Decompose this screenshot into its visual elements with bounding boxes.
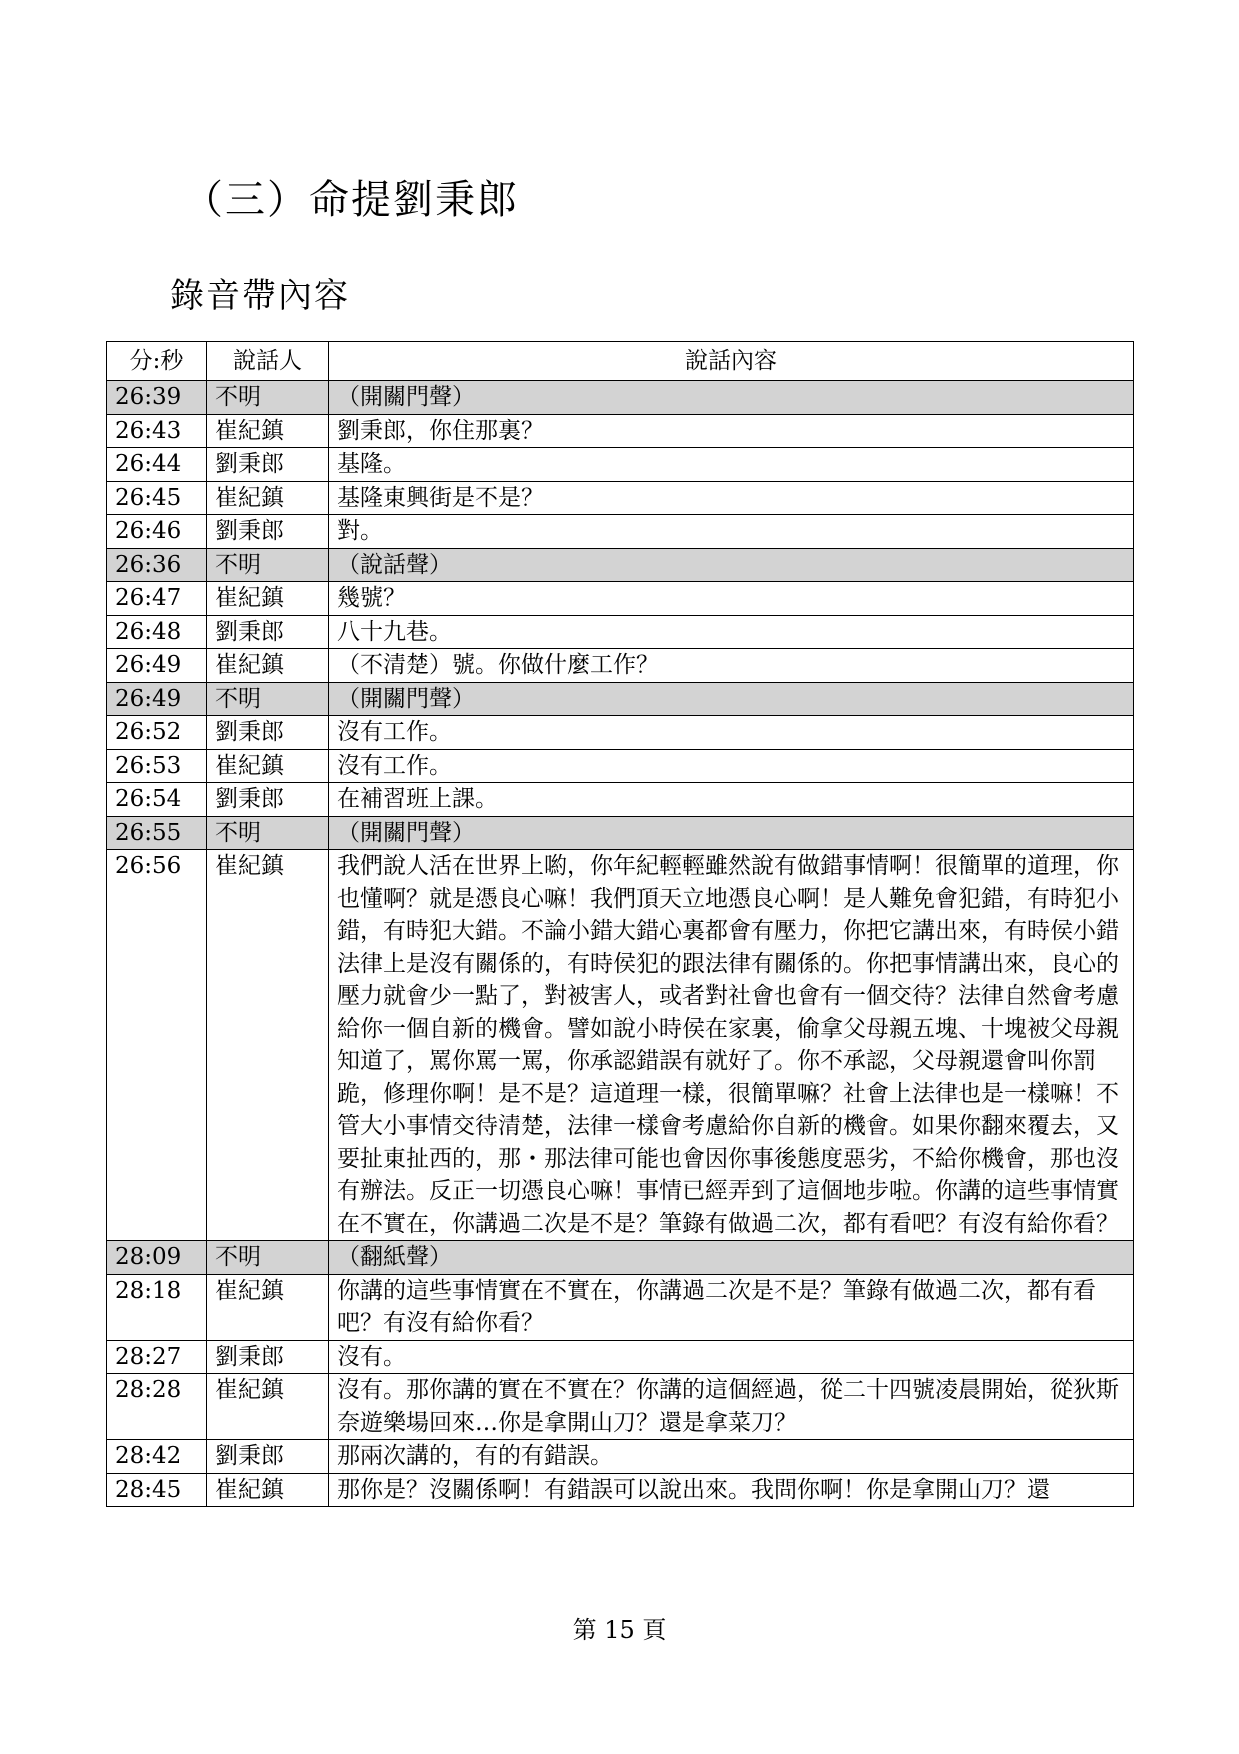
speaker-cell: 崔紀鎮 xyxy=(207,1473,329,1507)
speaker-cell: 崔紀鎮 xyxy=(207,1274,329,1340)
header-time: 分:秒 xyxy=(107,342,207,381)
content-cell: （翻紙聲） xyxy=(329,1241,1134,1275)
speaker-cell: 崔紀鎮 xyxy=(207,481,329,515)
table-row xyxy=(107,1241,1134,1275)
time-cell: 26:39 xyxy=(107,381,207,415)
speaker-cell: 劉秉郎 xyxy=(207,448,329,482)
speaker-cell: 劉秉郎 xyxy=(207,615,329,649)
speaker-cell: 劉秉郎 xyxy=(207,783,329,817)
speaker-cell: 崔紀鎮 xyxy=(207,649,329,683)
page-title: （三）命提劉秉郎 xyxy=(183,177,519,223)
content-cell: 你講的這些事情實在不實在，你講過二次是不是？筆錄有做過二次，都有看吧？有沒有給你看？ xyxy=(329,1274,1134,1340)
time-cell: 26:46 xyxy=(107,515,207,549)
table-row xyxy=(107,1274,1134,1340)
content-cell: 那你是？沒關係啊！有錯誤可以說出來。我問你啊！你是拿開山刀？還 xyxy=(329,1473,1134,1507)
table-body xyxy=(107,381,1134,1507)
time-cell: 26:54 xyxy=(107,783,207,817)
content-cell: 那兩次講的，有的有錯誤。 xyxy=(329,1440,1134,1474)
content-cell: 基隆。 xyxy=(329,448,1134,482)
content-cell: （開關門聲） xyxy=(329,816,1134,850)
speaker-cell: 崔紀鎮 xyxy=(207,850,329,1241)
table-row xyxy=(107,1374,1134,1440)
table-row xyxy=(107,1440,1134,1474)
speaker-cell: 崔紀鎮 xyxy=(207,414,329,448)
content-cell: 沒有工作。 xyxy=(329,716,1134,750)
speaker-cell: 劉秉郎 xyxy=(207,515,329,549)
transcript-table xyxy=(106,341,1134,1507)
speaker-cell: 崔紀鎮 xyxy=(207,582,329,616)
speaker-cell: 劉秉郎 xyxy=(207,1340,329,1374)
speaker-cell: 不明 xyxy=(207,381,329,415)
content-cell: （開關門聲） xyxy=(329,682,1134,716)
speaker-cell: 不明 xyxy=(207,1241,329,1275)
content-cell: 基隆東興街是不是？ xyxy=(329,481,1134,515)
time-cell: 26:55 xyxy=(107,816,207,850)
speaker-cell: 不明 xyxy=(207,682,329,716)
page-number: 第 15 頁 xyxy=(572,1616,667,1644)
time-cell: 28:09 xyxy=(107,1241,207,1275)
table-row xyxy=(107,1473,1134,1507)
header-speaker: 說話人 xyxy=(207,342,329,381)
speaker-cell: 劉秉郎 xyxy=(207,1440,329,1474)
table-row xyxy=(107,582,1134,616)
table-row xyxy=(107,649,1134,683)
content-cell: （說話聲） xyxy=(329,548,1134,582)
table-row xyxy=(107,381,1134,415)
table-row xyxy=(107,515,1134,549)
content-cell: 幾號？ xyxy=(329,582,1134,616)
time-cell: 26:36 xyxy=(107,548,207,582)
speaker-cell: 崔紀鎮 xyxy=(207,1374,329,1440)
time-cell: 28:18 xyxy=(107,1274,207,1340)
table-row xyxy=(107,783,1134,817)
speaker-cell: 不明 xyxy=(207,816,329,850)
table-row xyxy=(107,1340,1134,1374)
speaker-cell: 崔紀鎮 xyxy=(207,749,329,783)
table-row xyxy=(107,548,1134,582)
table-row xyxy=(107,481,1134,515)
table-row xyxy=(107,615,1134,649)
section-title: 錄音帶內容 xyxy=(170,276,350,316)
time-cell: 28:45 xyxy=(107,1473,207,1507)
time-cell: 26:49 xyxy=(107,682,207,716)
table-row xyxy=(107,816,1134,850)
time-cell: 26:45 xyxy=(107,481,207,515)
table-header xyxy=(107,342,1134,381)
time-cell: 28:42 xyxy=(107,1440,207,1474)
table-row xyxy=(107,749,1134,783)
speaker-cell: 劉秉郎 xyxy=(207,716,329,750)
time-cell: 26:53 xyxy=(107,749,207,783)
content-cell: 八十九巷。 xyxy=(329,615,1134,649)
content-cell: 沒有。那你講的實在不實在？你講的這個經過，從二十四號凌晨開始，從狄斯奈遊樂場回來…你是拿開山刀？還是拿菜刀？ xyxy=(329,1374,1134,1440)
time-cell: 26:47 xyxy=(107,582,207,616)
table-row xyxy=(107,716,1134,750)
time-cell: 26:44 xyxy=(107,448,207,482)
table-row xyxy=(107,448,1134,482)
time-cell: 26:56 xyxy=(107,850,207,1241)
content-cell: 我們說人活在世界上喲，你年紀輕輕雖然說有做錯事情啊！很簡單的道理，你也懂啊？就是憑良心嘛！我們頂天立地憑良心啊！是人難免會犯錯，有時犯小錯，有時犯大錯。不論小錯大錯心裏都會有壓力，你把它講出來，有時侯小錯法律上是沒有關係的，有時侯犯的跟法律有關係的。你把事情講出來，良心的壓力就會少一點了，對被害人，或者對社會也會有一個交待？法律自然會考慮給你一個自新的機會。譬如說小時侯在家裏，偷拿父母親五塊、十塊被父母親知道了，罵你罵一罵，你承認錯誤有就好了。你不承認，父母親還會叫你罰跪，修理你啊！是不是？這道理一樣，很簡單嘛？社會上法律也是一樣嘛！不管大小事情交待清楚，法律一樣會考慮給你自新的機會。如果你翻來覆去，又要扯東扯西的，那・那法律可能也會因你事後態度惡劣，不給你機會，那也沒有辦法。反正一切憑良心嘛！事情已經弄到了這個地步啦。你講的這些事情實在不實在，你講過二次是不是？筆錄有做過二次，都有看吧？有沒有給你看？ xyxy=(329,850,1134,1241)
time-cell: 26:43 xyxy=(107,414,207,448)
time-cell: 28:27 xyxy=(107,1340,207,1374)
content-cell: 劉秉郎，你住那裏？ xyxy=(329,414,1134,448)
content-cell: （開關門聲） xyxy=(329,381,1134,415)
time-cell: 26:48 xyxy=(107,615,207,649)
content-cell: （不清楚）號。你做什麼工作？ xyxy=(329,649,1134,683)
content-cell: 對。 xyxy=(329,515,1134,549)
header-row xyxy=(107,342,1134,381)
content-cell: 在補習班上課。 xyxy=(329,783,1134,817)
speaker-cell: 不明 xyxy=(207,548,329,582)
time-cell: 26:49 xyxy=(107,649,207,683)
table-row xyxy=(107,850,1134,1241)
table-row xyxy=(107,414,1134,448)
time-cell: 28:28 xyxy=(107,1374,207,1440)
header-content: 說話內容 xyxy=(329,342,1134,381)
time-cell: 26:52 xyxy=(107,716,207,750)
content-cell: 沒有工作。 xyxy=(329,749,1134,783)
table-row xyxy=(107,682,1134,716)
content-cell: 沒有。 xyxy=(329,1340,1134,1374)
